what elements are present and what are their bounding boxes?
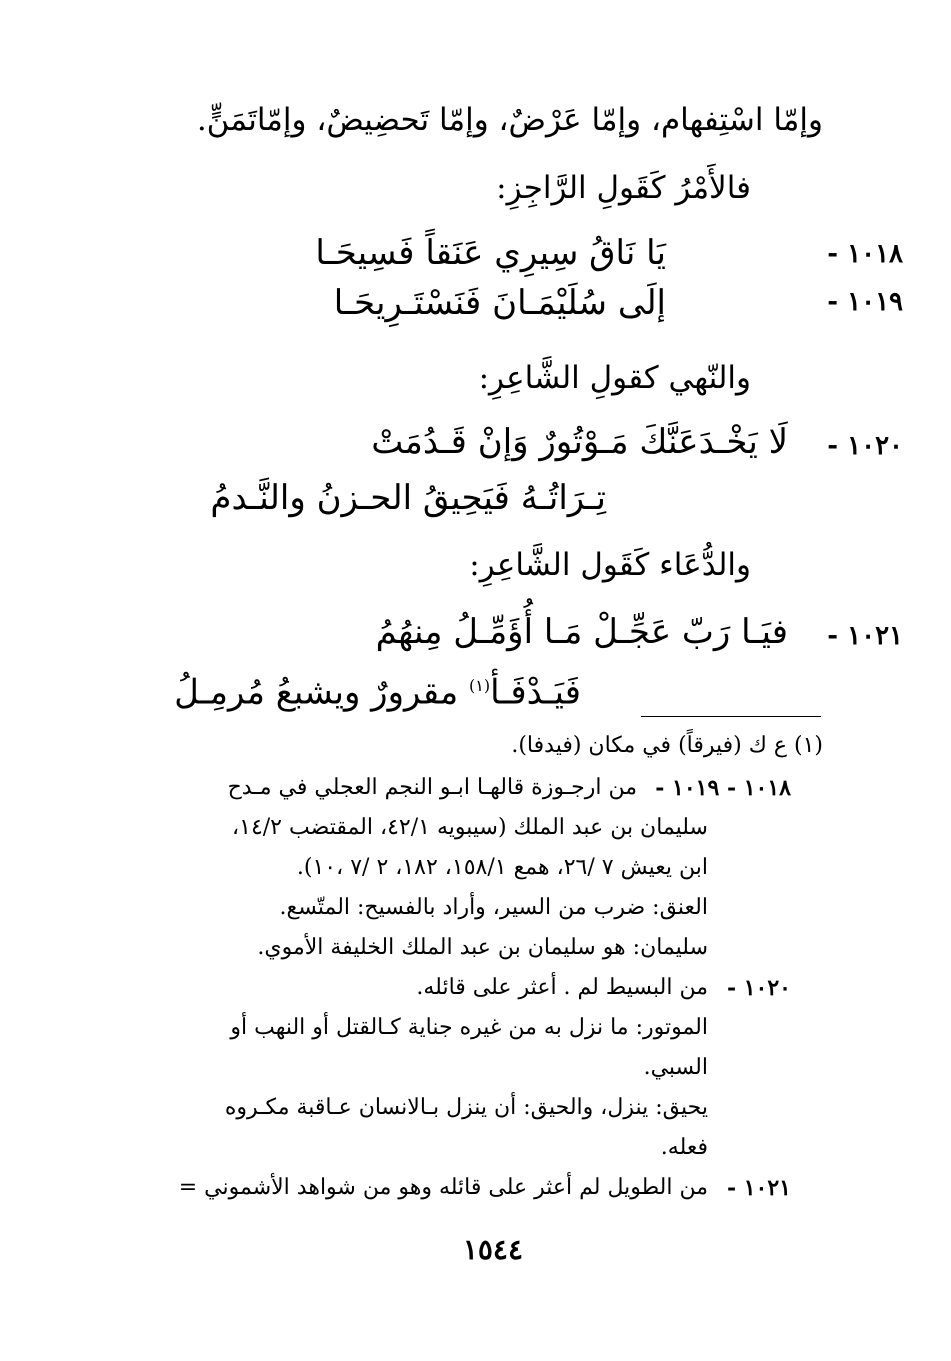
footnote-separator bbox=[641, 716, 821, 717]
dua-intro: والدُّعَاء كَقَول الشَّاعِرِ: bbox=[469, 547, 751, 583]
verse-1020-line2: تِـرَاتُـهُ فَيَحِيقُ الحـزنُ والنَّـدمُ bbox=[210, 478, 606, 518]
note-1020-line1: من البسيط لم . أعثر على قائله. bbox=[416, 975, 708, 1000]
note-1020-line2: الموتور: ما نزل به من غيره جناية كـالقتل أو النهب أو bbox=[230, 1015, 708, 1040]
note-1018-line4: العنق: ضرب من السير، وأراد بالفسيح: المتّسع. bbox=[279, 895, 708, 920]
verse-1021-line1: فيَـا رَبّ عَجِّـلْ مَـا أُؤَمِّـلُ مِنهُمُ bbox=[375, 612, 788, 652]
verse-number-1018: ١٠١٨ - bbox=[827, 239, 903, 269]
verse-1019: إلَى سُلَيْمَـانَ فَنَسْتَـرِيحَـا bbox=[333, 283, 666, 323]
verse-1020-line1: لَا يَخْـدَعَنَّكَ مَـوْتُورٌ وَإنْ قَـدُمَتْ bbox=[371, 422, 788, 462]
note-1018-line1: من ارجـوزة قالهـا ابـو النجم العجلي في مـدح bbox=[227, 775, 637, 800]
verse-1018: يَا نَاقُ سِيرِي عَنَقاً فَسِيحَـا bbox=[315, 233, 666, 273]
verse-number-1020: ١٠٢٠ - bbox=[827, 431, 903, 461]
amr-intro: فالأَمْرُ كَقَولِ الرَّاجِزِ: bbox=[496, 170, 751, 206]
verse-1021-line2 bbox=[174, 664, 581, 714]
note-1018-label: ١٠١٨ - ١٠١٩ - bbox=[655, 775, 791, 801]
note-1018-line2: سليمان بن عبد الملك (سيبويه ٤٢/١، المقتضب ١٤/٢، bbox=[232, 815, 708, 840]
page-number: ١٥٤٤ bbox=[462, 1233, 523, 1266]
footnote-1: (١) ع ك (فيرقاً) في مكان (فيدفا). bbox=[511, 733, 823, 758]
note-1020-line3: السبي. bbox=[643, 1055, 708, 1080]
note-1018-line5: سليمان: هو سليمان بن عبد الملك الخليفة الأموي. bbox=[257, 935, 708, 960]
note-1020-label: ١٠٢٠ - bbox=[726, 975, 791, 1001]
note-1020-line4: يحيق: ينزل، والحيق: أن ينزل بـالانسان عـاقبة مكـروه bbox=[224, 1095, 708, 1120]
note-1021-label: ١٠٢١ - bbox=[726, 1175, 791, 1201]
nahy-intro: والنّهي كقولِ الشَّاعِرِ: bbox=[478, 360, 751, 396]
verse-1021-line2-start: فَيَـدْفَـأ bbox=[490, 672, 581, 713]
note-1020-line5: فعله. bbox=[660, 1135, 708, 1160]
note-1018-line3: ابن يعيش ٧ /٢٦، همع ١٥٨/١، ١٨٢، ٢ /٧ ،١٠). bbox=[296, 855, 708, 880]
verse-number-1021: ١٠٢١ - bbox=[827, 621, 903, 651]
intro-line: وإمّا اسْتِفهام، وإمّا عَرْضٌ، وإمّا تَحضِيضٌ، وإمّاتَمَنٍّ. bbox=[196, 102, 823, 138]
verse-1021-line2-end: مقرورٌ ويشبعُ مُرمِـلُ bbox=[174, 672, 459, 713]
footnote-ref-1: (١) bbox=[469, 676, 491, 695]
note-1021-line1: من الطويل لم أعثر على قائله وهو من شواهد الأشموني = bbox=[178, 1175, 708, 1200]
verse-number-1019: ١٠١٩ - bbox=[827, 287, 903, 317]
